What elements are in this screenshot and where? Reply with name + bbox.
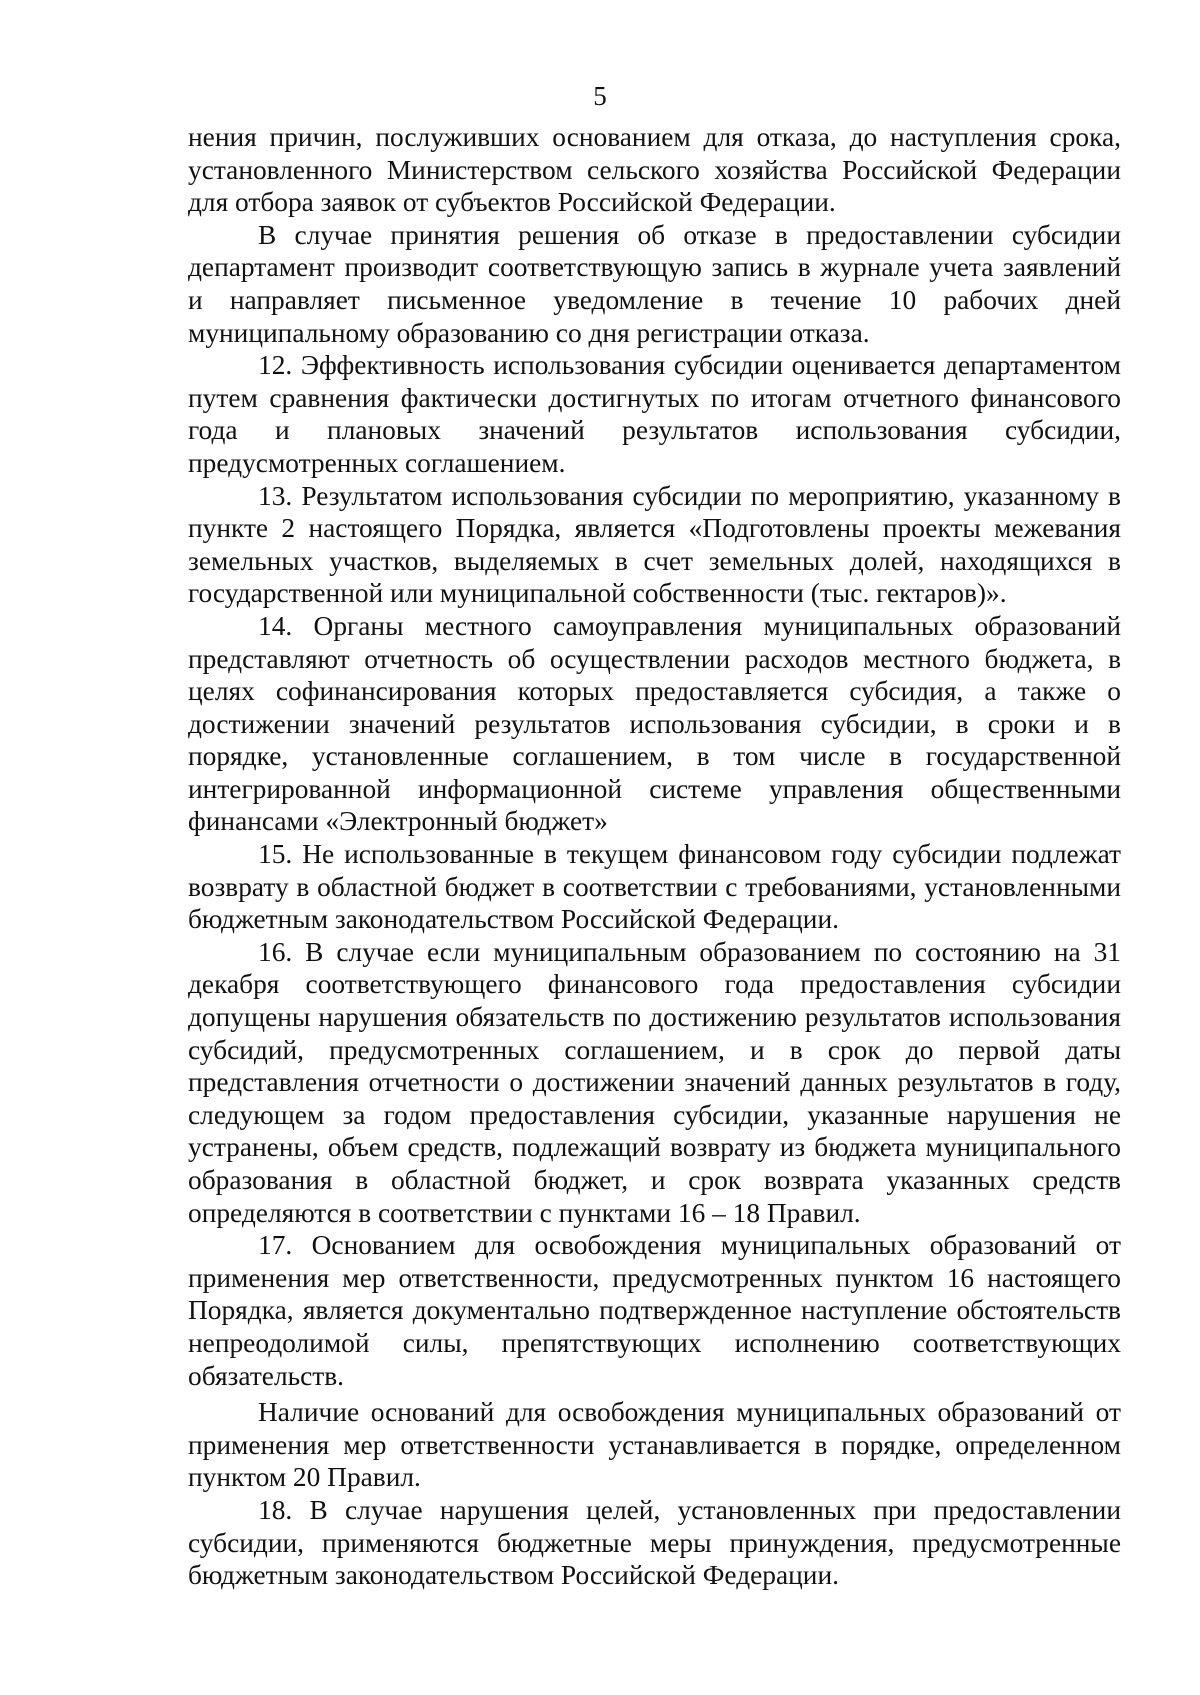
paragraph-item-18: 18. В случае нарушения целей, установленных при предоставлении субсидии, применяются бюджетные меры принуждения, предусмотренные бюджетным законодательством Российской Федерации. (188, 1494, 1121, 1591)
document-body (188, 121, 1121, 1592)
paragraph-item-13: 13. Результатом использования субсидии по мероприятию, указанному в пункте 2 настоящего Порядка, является «Подготовлены проекты межевания земельных участков, выделяемых в счет земельных долей, находящихся в государственной или муниципальной собственности (тыс. гектаров)». (188, 480, 1121, 609)
paragraph-item-16: 16. В случае если муниципальным образованием по состоянию на 31 декабря соответствующего финансового года предоставления субсидии допущены нарушения обязательств по достижению результатов использования субсидий, предусмотренных соглашением, и в срок до первой даты представления отчетности о достижении значений данных результатов в году, следующем за годом предоставления субсидии, указанные нарушения не устранены, объем средств, подлежащий возврату из бюджета муниципального образования в областной бюджет, и срок возврата указанных средств определяются в соответствии с пунктами 16 – 18 Правил. (188, 936, 1121, 1228)
paragraph-refusal-notice: В случае принятия решения об отказе в предоставлении субсидии департамент производит соответствующую запись в журнале учета заявлений и направляет письменное уведомление в течение 10 рабочих дней муниципальному образованию со дня регистрации отказа. (188, 219, 1121, 348)
paragraph-continuation: нения причин, послуживших основанием для отказа, до наступления срока, установленного Министерством сельского хозяйства Российской Федерации для отбора заявок от субъектов Российской Федерации. (188, 122, 1121, 218)
paragraph-item-15: 15. Не использованные в текущем финансовом году субсидии подлежат возврату в областной бюджет в соответствии с требованиями, установленными бюджетным законодательством Российской Федерации. (188, 839, 1121, 935)
paragraph-item-17: 17. Основанием для освобождения муниципальных образований от применения мер ответственности, предусмотренных пунктом 16 настоящего Порядка, является документально подтвержденное наступление обстоятельств непреодолимой силы, препятствующих исполнению соответствующих обязательств. (188, 1230, 1121, 1391)
paragraph-item-14: 14. Органы местного самоуправления муниципальных образований представляют отчетность об осуществлении расходов местного бюджета, в целях софинансирования которых предоставляется субсидия, а также о достижении значений результатов использования субсидии, в сроки и в порядке, установленные соглашением, в том числе в государственной интегрированной информационной системе управления общественными финансами «Электронный бюджет» (188, 610, 1121, 837)
paragraph-exemption-grounds: Наличие оснований для освобождения муниципальных образований от применения мер ответственности устанавливается в порядке, определенном пунктом 20 Правил. (188, 1397, 1121, 1493)
page-number: 5 (593, 81, 607, 111)
paragraph-item-12: 12. Эффективность использования субсидии оценивается департаментом путем сравнения фактически достигнутых по итогам отчетного финансового года и плановых значений результатов использования субсидии, предусмотренных соглашением. (188, 350, 1121, 478)
